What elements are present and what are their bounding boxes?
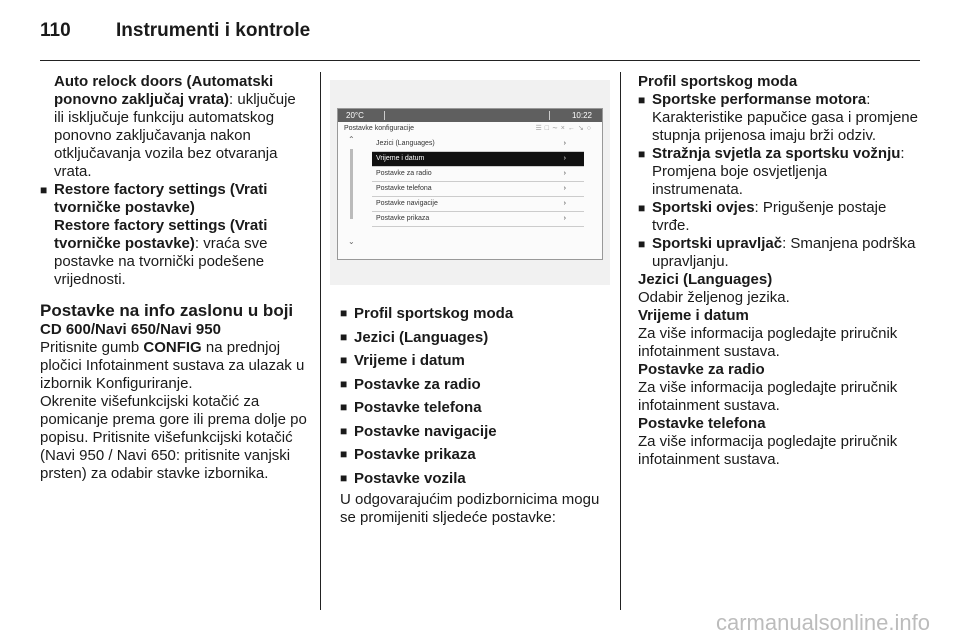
chevron-right-icon: ›: [563, 215, 566, 222]
menu-bullet: ■ Postavke za radio: [340, 373, 608, 397]
chevron-right-icon: ›: [563, 170, 566, 177]
screen-title: Postavke konfiguracije ☰□∼×←↘○: [344, 125, 594, 132]
chevron-right-icon: ›: [563, 155, 566, 162]
text-languages: Odabir željenog jezika.: [638, 289, 790, 306]
menu-bullet: ■ Postavke navigacije: [340, 420, 608, 444]
submenu-note: U odgovarajućim podizbornicima mogu se promijeniti sljedeće postavke:: [340, 491, 600, 526]
section-title: Postavke na info zaslonu u boji: [40, 301, 294, 320]
menu-bullet: ■ Jezici (Languages): [340, 326, 608, 350]
chevron-right-icon: ›: [563, 140, 566, 147]
scroll-down-icon: ⌄: [348, 237, 355, 246]
bullet-lights: ■ Stražnja svjetla za sportsku vožnju:: [638, 145, 918, 163]
menu-bullet: ■ Postavke prikaza: [340, 443, 608, 467]
paragraph-auto-relock: Auto relock doors (Automatski ponovno zaključaj vrata): uključuje ili isključuje funkciju automatskog ponovno zaključavanja nakon otključavanja vozila bez otvaranja vrata.: [54, 73, 296, 180]
page-number: 110: [40, 20, 71, 41]
infotainment-screen-image: [330, 80, 610, 285]
screen-menu-item: Postavke telefona ›: [372, 182, 584, 197]
screen-menu-item: Postavke za radio ›: [372, 167, 584, 182]
header-rule: [40, 60, 920, 61]
screen-display: [337, 108, 603, 260]
menu-bullet: ■ Profil sportskog moda: [340, 302, 608, 326]
section-subtitle: CD 600/Navi 650/Navi 950: [40, 321, 221, 338]
screen-menu-item: Postavke navigacije ›: [372, 197, 584, 212]
screen-status-bar: [338, 109, 602, 122]
chevron-right-icon: ›: [563, 200, 566, 207]
screen-clock: 10:22: [571, 111, 592, 120]
heading-sport-profile: Profil sportskog moda: [638, 73, 798, 90]
menu-bullet: ■ Postavke telefona: [340, 396, 608, 420]
screen-menu-item-selected: Vrijeme i datum ›: [372, 152, 584, 167]
text-lights: Promjena boje osvjetljenja instrumenata.: [652, 163, 828, 198]
menu-bullet: ■ Vrijeme i datum: [340, 349, 608, 373]
scroll-up-icon: ⌃: [348, 135, 355, 144]
bullet-restore-factory: ■ Restore factory settings (Vrati tvorničke postavke): [40, 181, 308, 217]
bullet-steering: ■ Sportski upravljač: Smanjena podrška upravljanju.: [638, 235, 918, 271]
screen-scrollbar: [350, 149, 353, 219]
screen-temperature: 20°C: [346, 111, 364, 120]
menu-bullet: ■ Postavke vozila: [340, 467, 608, 491]
column-divider-1: [320, 72, 321, 610]
text-phone: Za više informacija pogledajte priručnik infotainment sustava.: [638, 433, 898, 468]
column-divider-2: [620, 72, 621, 610]
text-engine: Karakteristike papučice gasa i promjene stupnja prijenosa imaju brži odziv.: [652, 109, 918, 144]
column-3: [638, 73, 918, 469]
text-radio: Za više informacija pogledajte priručnik infotainment sustava.: [638, 379, 898, 414]
screen-menu-item: Jezici (Languages) ›: [372, 137, 584, 152]
paragraph-wheel: Okrenite višefunkcijski kotačić za pomicanje prema gore ili prema dolje po popisu. Pritisnite višefunkcijski kotačić (Navi 950 / Navi 650: pritisnite vanjski prsten) za odabir stavke izbornika.: [40, 393, 307, 482]
screen-status-icons: ☰□∼×←↘○: [535, 125, 594, 132]
heading-time-date: Vrijeme i datum: [638, 307, 749, 324]
page-header: [40, 20, 310, 42]
heading-languages: Jezici (Languages): [638, 271, 773, 288]
paragraph-config: Pritisnite gumb CONFIG na prednjoj pločici Infotainment sustava za ulazak u izbornik Konfiguriranje.: [40, 339, 305, 392]
screen-menu-list: [372, 137, 584, 227]
chevron-right-icon: ›: [563, 185, 566, 192]
column-2: [340, 302, 608, 527]
page-title: Instrumenti i kontrole: [116, 20, 311, 41]
text-time-date: Za više informacija pogledajte priručnik infotainment sustava.: [638, 325, 898, 360]
paragraph-restore-factory: Restore factory settings (Vrati tvorničke postavke): vraća sve postavke na tvornički podešene vrijednosti.: [54, 217, 268, 288]
column-1: [40, 73, 308, 483]
heading-radio: Postavke za radio: [638, 361, 765, 378]
bullet-engine: ■ Sportske performanse motora:: [638, 91, 918, 109]
watermark: carmanualsonline.info: [715, 610, 930, 635]
screen-menu-item: Postavke prikaza ›: [372, 212, 584, 227]
bullet-suspension: ■ Sportski ovjes: Prigušenje postaje tvrđe.: [638, 199, 918, 235]
heading-phone: Postavke telefona: [638, 415, 766, 432]
